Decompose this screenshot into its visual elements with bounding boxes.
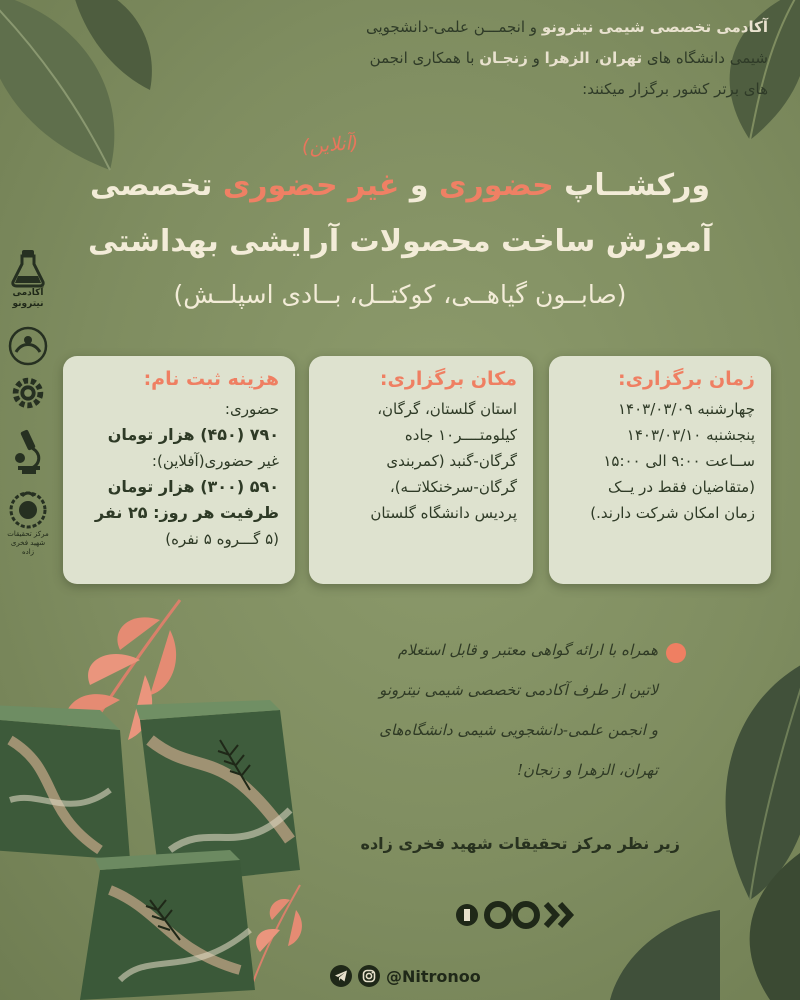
soap-bar-left	[0, 700, 140, 870]
workshop-products: (صابــون گیاهــی، کوکتــل، بــادی اسپلــش)	[173, 280, 627, 309]
intro-line-1	[128, 12, 768, 43]
flask-logo-icon	[8, 248, 48, 288]
fee-line: حضوری:	[224, 400, 279, 418]
intro-text-segment: و انجمـــن علمی-دانشجویی	[365, 18, 542, 36]
time-line: ســاعت ۹:۰۰ الی ۱۵:۰۰	[603, 452, 755, 470]
fee-inperson-price: ۷۹۰ (۴۵۰) هزار تومان	[107, 425, 279, 444]
gear-seal-icon	[8, 372, 48, 414]
intro-text-segment: با همکاری انجمن	[369, 49, 480, 67]
fee-capacity: ظرفیت هر روز: ۲۵ نفر	[94, 503, 279, 522]
place-line: گرگان-سرخنکلاتــه)،	[389, 478, 517, 496]
social-handle[interactable]: @Nitronoo	[386, 966, 481, 986]
intro-university-alzahra: الزهرا	[544, 49, 590, 67]
place-line: کیلومتــــر۱۰ جاده	[404, 426, 517, 444]
fee-online-price: ۵۹۰ (۳۰۰) هزار تومان	[107, 477, 279, 496]
soap-bar-bottom	[60, 850, 260, 1000]
bullet-dot	[666, 643, 686, 663]
time-line: چهارشنبه ۱۴۰۳/۰۳/۰۹	[618, 400, 755, 418]
social-handle-row	[330, 962, 481, 990]
workshop-title	[0, 168, 800, 203]
certificate-line: لاتین از طرف آکادمی تخصصی شیمی نیترونو	[379, 681, 658, 699]
research-center-logo	[8, 490, 48, 557]
time-line: پنجشنبه ۱۴۰۳/۰۳/۱۰	[626, 426, 755, 444]
fee-groups: (۵ گـــروه ۵ نفره)	[165, 530, 279, 548]
university-seal-icon	[8, 326, 48, 366]
telegram-icon[interactable]	[330, 965, 352, 987]
academy-logo	[8, 248, 48, 310]
leaf-decoration-bottom-right	[600, 900, 720, 1000]
certificate-line: همراه با ارائه گواهی معتبر و قابل استعلام	[397, 641, 658, 659]
intro-text-segment: شیمی دانشگاه های	[642, 49, 768, 67]
title-segment: تخصصی	[90, 168, 223, 203]
intro-text-segment: ،	[589, 49, 600, 67]
time-card-heading: زمان برگزاری:	[618, 368, 755, 390]
certificate-line: و انجمن علمی-دانشجویی شیمی دانشگاه‌های	[379, 721, 658, 739]
intro-line-2	[128, 43, 768, 74]
intro-academy-name: آکادمی تخصصی شیمی نیترونو	[541, 18, 768, 36]
title-online: غیر حضوری	[222, 168, 400, 203]
workshop-subject: آموزش ساخت محصولات آرایشی بهداشتی	[87, 224, 713, 259]
academy-logo-caption: آکادمی نیترونو	[12, 288, 44, 309]
certificate-note	[300, 630, 658, 790]
online-tag: (آنلاین)	[301, 132, 359, 158]
certificate-line: تهران، الزهرا و زنجان!	[516, 761, 658, 779]
microscope-icon	[8, 428, 48, 476]
fee-card-heading: هزینه ثبت نام:	[143, 368, 279, 390]
place-card-heading: مکان برگزاری:	[379, 368, 517, 390]
title-segment: و	[399, 168, 439, 203]
title-inperson: حضوری	[438, 168, 554, 203]
place-line: گرگان-گنبد (کمربندی	[386, 452, 517, 470]
place-line: پردیس دانشگاه گلستان	[370, 504, 517, 522]
research-logo-caption: مرکز تحقیقات شهید فخری زاده	[7, 530, 49, 556]
title-segment: ورکشــاپ	[553, 168, 710, 203]
intro-text-segment: و	[527, 49, 545, 67]
place-card	[309, 356, 533, 584]
intro-line-3: های برتر کشور برگزار میکنند:	[582, 80, 768, 98]
place-line: استان گلستان، گرگان،	[377, 400, 517, 418]
fee-card	[63, 356, 295, 584]
time-card	[549, 356, 771, 584]
instagram-icon[interactable]	[358, 965, 380, 987]
time-line: زمان امکان شرکت دارند.)	[590, 504, 755, 522]
brand-mark-icon	[452, 896, 582, 936]
time-line: (متقاضیان فقط در یــک	[607, 478, 755, 496]
atom-seal-icon	[8, 490, 48, 530]
intro-university-zanjan: زنجـان	[479, 49, 528, 67]
fee-line: غیر حضوری(آفلاین):	[151, 452, 279, 470]
intro-text	[128, 12, 768, 105]
supervision-note: زیر نظر مرکز تحقیقات شهید فخری زاده	[360, 834, 680, 853]
intro-university-tehran: تهران	[599, 49, 643, 67]
